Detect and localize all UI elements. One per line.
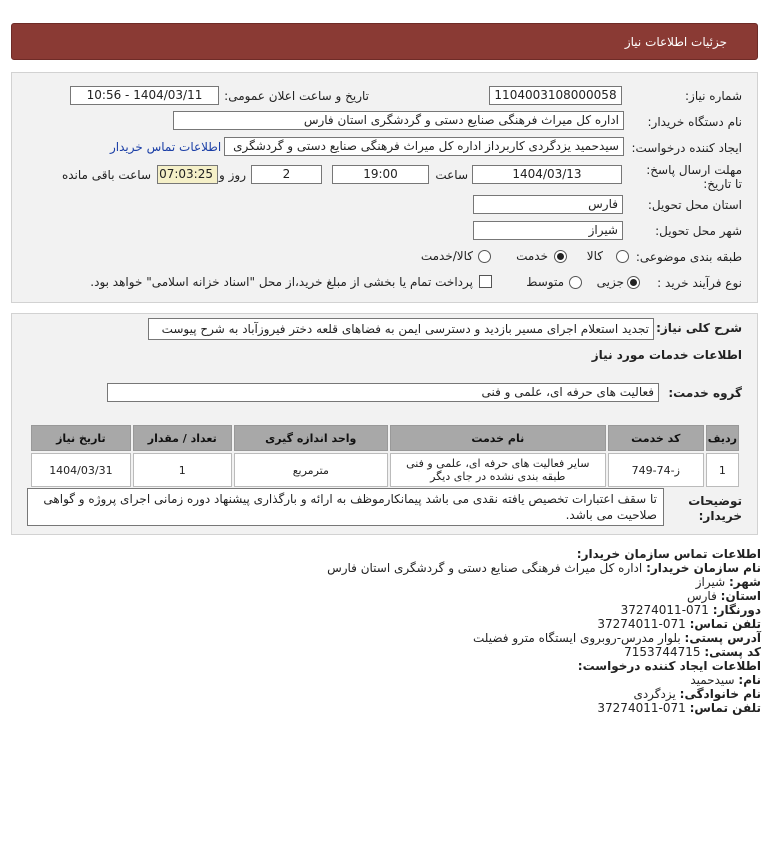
process-type-label: نوع فرآیند خرید :: [657, 276, 742, 290]
col-need-date: تاریخ نیاز: [31, 425, 131, 451]
deadline-time-field[interactable]: 19:00: [332, 165, 429, 184]
need-number-field[interactable]: 1104003108000058: [489, 86, 622, 105]
creator-field[interactable]: سیدحمید یزدگردی کاربرداز اداره کل میراث فرهنگی صنایع دستی و گردشگری: [224, 137, 624, 156]
service-group-label: گروه خدمت:: [668, 386, 742, 400]
buyer-org-label: نام دستگاه خریدار:: [647, 115, 742, 129]
process-option-medium: متوسط: [526, 275, 564, 289]
province-field[interactable]: فارس: [473, 195, 623, 214]
days-label: روز و: [219, 168, 246, 182]
province-label: استان محل تحویل:: [647, 198, 742, 212]
contact-fax: دورنگار: 071-37274011: [620, 603, 761, 617]
category-radio-service[interactable]: [554, 250, 567, 263]
category-radio-goods[interactable]: [616, 250, 629, 263]
col-service-code: کد خدمت: [608, 425, 704, 451]
contact-heading: اطلاعات تماس سازمان خریدار:: [576, 547, 761, 561]
page-title-bar: [11, 23, 758, 60]
general-desc-field[interactable]: تجدید استعلام اجرای مسیر بازدید و دسترسی ایمن به فضاهای قلعه دختر فیروزآباد به شرح پیوست: [148, 318, 654, 340]
time-remaining-field: 07:03:25: [157, 165, 218, 184]
creator-name: نام: سیدحمید: [690, 673, 761, 687]
contact-org: نام سازمان خریدار: اداره کل میراث فرهنگی صنایع دستی و گردشگری استان فارس: [327, 561, 761, 575]
process-radio-minor[interactable]: [627, 276, 640, 289]
announce-datetime-field[interactable]: 1404/03/11 - 10:56: [70, 86, 219, 105]
category-option-goods: کالا: [586, 249, 603, 263]
services-table: [29, 423, 741, 489]
cell-need-date: 1404/03/31: [31, 453, 131, 487]
col-row: ردیف: [706, 425, 739, 451]
general-desc-label: شرح کلی نیاز:: [656, 321, 742, 335]
deadline-label: مهلت ارسال پاسخ: تا تاریخ:: [646, 163, 742, 191]
treasury-checkbox-label: پرداخت تمام یا بخشی از مبلغ خرید،از محل "اسناد خزانه اسلامی" خواهد بود.: [90, 275, 473, 289]
buyer-org-field[interactable]: اداره کل میراث فرهنگی صنایع دستی و گردشگری استان فارس: [173, 111, 624, 130]
service-group-field[interactable]: فعالیت های حرفه ای، علمی و فنی: [107, 383, 659, 402]
table-row[interactable]: [31, 453, 739, 487]
category-option-goods-service: کالا/خدمت: [420, 249, 473, 263]
creator-label: ایجاد کننده درخواست:: [631, 141, 742, 155]
deadline-date-field[interactable]: 1404/03/13: [472, 165, 622, 184]
buyer-notes-field: تا سقف اعتبارات تخصیص یافته نقدی می باشد پیمانکارموظف به ارائه و بارگذاری پیشنهاد دوره زمانی اجرای پروژه و گواهی صلاحیت می باشد.: [27, 488, 664, 526]
cell-unit: مترمربع: [234, 453, 388, 487]
days-remaining-field[interactable]: 2: [251, 165, 322, 184]
process-option-minor: جزیی: [596, 275, 624, 289]
page-title: جزئیات اطلاعات نیاز: [624, 35, 727, 49]
cell-service-code: ز-74-749: [608, 453, 704, 487]
city-field[interactable]: شیراز: [473, 221, 623, 240]
contact-address: آدرس پستی: بلوار مدرس-روبروی ایستگاه مترو فضیلت: [472, 631, 761, 645]
contact-city: شهر: شیراز: [695, 575, 761, 589]
creator-heading: اطلاعات ایجاد کننده درخواست:: [577, 659, 761, 673]
category-option-service: خدمت: [516, 249, 548, 263]
cell-row: 1: [706, 453, 739, 487]
remaining-label: ساعت باقی مانده: [61, 168, 151, 182]
process-radio-medium[interactable]: [569, 276, 582, 289]
table-header-row: [31, 425, 739, 451]
creator-family: نام خانوادگی: یزدگردی: [633, 687, 761, 701]
announce-datetime-label: تاریخ و ساعت اعلان عمومی:: [224, 89, 369, 103]
col-quantity: تعداد / مقدار: [133, 425, 232, 451]
contact-postal: کد پستی: 7153744715: [624, 645, 761, 659]
cell-quantity: 1: [133, 453, 232, 487]
contact-province: استان: فارس: [686, 589, 761, 603]
col-unit: واحد اندازه گیری: [234, 425, 388, 451]
treasury-checkbox[interactable]: [479, 275, 492, 288]
buyer-contact-link[interactable]: اطلاعات تماس خریدار: [110, 140, 222, 154]
col-service-name: نام خدمت: [390, 425, 606, 451]
buyer-notes-label: توضیحات خریدار:: [688, 494, 742, 523]
creator-phone: تلفن تماس: 071-37274011: [597, 701, 761, 715]
category-radio-goods-service[interactable]: [478, 250, 491, 263]
services-heading: اطلاعات خدمات مورد نیاز: [591, 348, 742, 362]
city-label: شهر محل تحویل:: [655, 224, 742, 238]
cell-service-name: سایر فعالیت های حرفه ای، علمی و فنی طبقه بندی نشده در جای دیگر: [390, 453, 606, 487]
deadline-time-label: ساعت: [435, 168, 468, 182]
category-label: طبقه بندی موضوعی:: [635, 250, 742, 264]
contact-phone: تلفن تماس: 071-37274011: [597, 617, 761, 631]
need-number-label: شماره نیاز:: [685, 89, 742, 103]
